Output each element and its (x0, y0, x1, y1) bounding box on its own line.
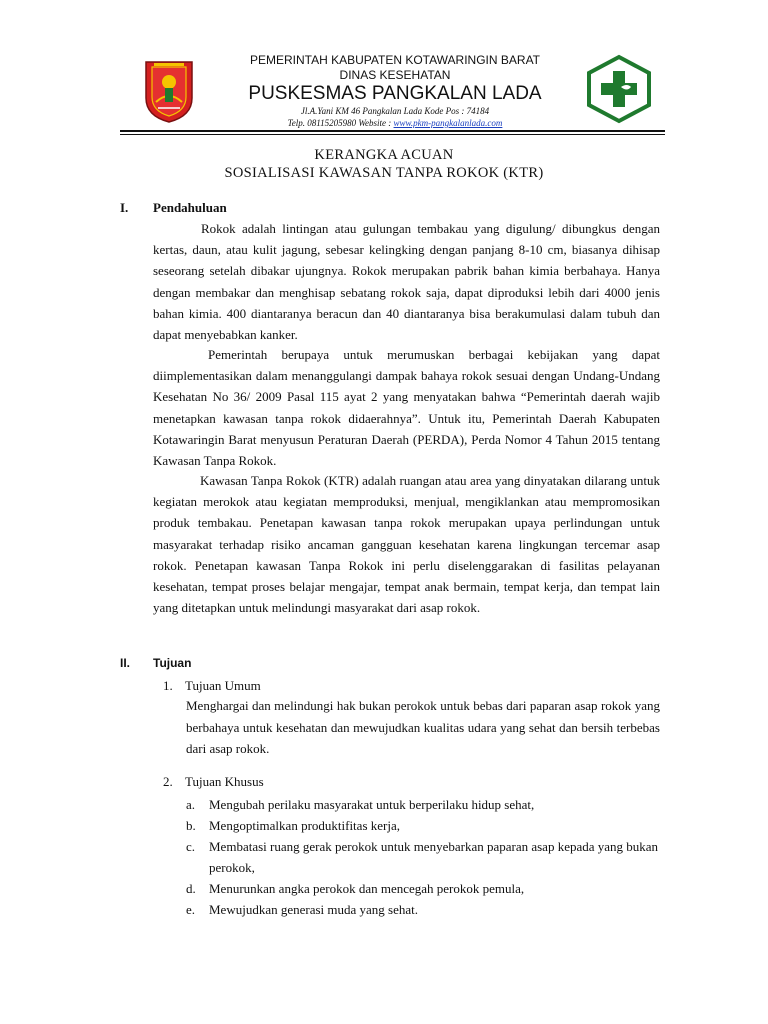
list-item (186, 836, 666, 878)
document-subtitle: SOSIALISASI KAWASAN TANPA ROKOK (KTR) (224, 165, 544, 181)
list-text: Membatasi ruang gerak perokok untuk menyebarkan paparan asap kepada yang bukan perokok, (209, 839, 659, 875)
numbered-item (163, 678, 261, 694)
list-item (186, 815, 666, 836)
list-item (186, 878, 666, 899)
section-heading: Pendahuluan (153, 200, 227, 215)
paragraph: Menghargai dan melindungi hak bukan perokok untuk bebas dari paparan asap rokok yang berbahaya untuk kesehatan dan mewujudkan kualitas udara yang sehat dan bersih terbebas dari asap rokok. (186, 698, 660, 756)
item-number: 1. (163, 678, 173, 693)
list-item (186, 794, 666, 815)
regional-coat-of-arms-icon (140, 58, 198, 124)
list-letter: e. (186, 902, 196, 917)
list-text: Mewujudkan generasi muda yang sehat. (209, 902, 419, 917)
letterhead-address: Jl.A.Yani KM 46 Pangkalan Lada Kode Pos : 74184 (300, 106, 490, 116)
list-letter: b. (186, 818, 196, 833)
list-text: Mengubah perilaku masyarakat untuk berperilaku hidup sehat, (209, 797, 535, 812)
puskesmas-cross-icon (585, 54, 653, 124)
list-item (186, 899, 666, 920)
objective-list (186, 794, 666, 920)
section-heading: Tujuan (153, 656, 192, 670)
list-letter: a. (186, 797, 196, 812)
paragraph: Pemerintah berupaya untuk merumuskan berbagai kebijakan yang dapat diimplementasikan dalam menanggulangi dampak bahaya rokok sesuai dengan Undang-Undang Kesehatan No 36/ 2009 Pasal 115 ayat 2 yang menyatakan bahwa “Pemerintah daerah wajib menetapkan kawasan tanpa rokok didaerahnya”. Untuk itu, Pemerintah Daerah Kabupaten Kotawaringin Barat menyusun Peraturan Daerah (PERDA), Perda Nomor 4 Tahun 2015 tentang Kawasan Tanpa Rokok. (153, 347, 660, 469)
letterhead (120, 44, 665, 132)
section-number: I. (120, 200, 129, 215)
letterhead-institution: PUSKESMAS PANGKALAN LADA (248, 83, 542, 104)
list-letter: d. (186, 881, 196, 896)
letterhead-government: PEMERINTAH KABUPATEN KOTAWARINGIN BARAT (249, 53, 541, 67)
letterhead-department: DINAS KESEHATAN (339, 68, 451, 82)
letterhead-phone: Telp. 08115205980 Website : (287, 118, 394, 128)
website-link[interactable]: www.pkm-pangkalanlada.com (393, 118, 503, 128)
item-label: Tujuan Khusus (185, 774, 264, 789)
paragraph: Rokok adalah lintingan atau gulungan tembakau yang digulung/ dibungkus dengan kertas, daun, atau kulit jagung, sebesar kelingking dengan panjang 8-10 cm, biasanya dihisap seseorang setelah dibakar ujungnya. Rokok merupakan pabrik bahan kimia berbahaya. Hanya dengan membakar dan menghisap sebatang rokok saja, dapat diproduksi lebih dari 4000 jenis bahan kimia. 400 diantaranya beracun dan 40 diantaranya bisa berakumulasi dalam tubuh dan dapat menyebabkan kanker. (153, 221, 660, 343)
item-number: 2. (163, 774, 173, 789)
section-number: II. (120, 656, 131, 670)
document-title: KERANGKA ACUAN (314, 147, 454, 163)
paragraph: Kawasan Tanpa Rokok (KTR) adalah ruangan atau area yang dinyatakan dilarang untuk kegiatan merokok atau kegiatan memproduksi, menjual, mengiklankan atau mempromosikan produk tembakau. Penetapan kawasan tanpa rokok merupakan upaya perlindungan untuk masyarakat terhadap risiko ancaman gangguan kesehatan karena lingkungan tercemar asap rokok. Penetapan kawasan Tanpa Rokok ini perlu diselenggarakan di fasilitas pelayanan kesehatan, tempat proses belajar mengajar, tempat anak bermain, tempat kerja, dan tempat lain yang ditetapkan untuk melindungi masyarakat dari asap rokok. (153, 473, 660, 616)
list-text: Menurunkan angka perokok dan mencegah perokok pemula, (209, 881, 525, 896)
list-text: Mengoptimalkan produktifitas kerja, (209, 818, 400, 833)
item-label: Tujuan Umum (185, 678, 261, 693)
numbered-item (163, 774, 264, 790)
letterhead-contact (215, 117, 575, 129)
list-letter: c. (186, 839, 196, 854)
